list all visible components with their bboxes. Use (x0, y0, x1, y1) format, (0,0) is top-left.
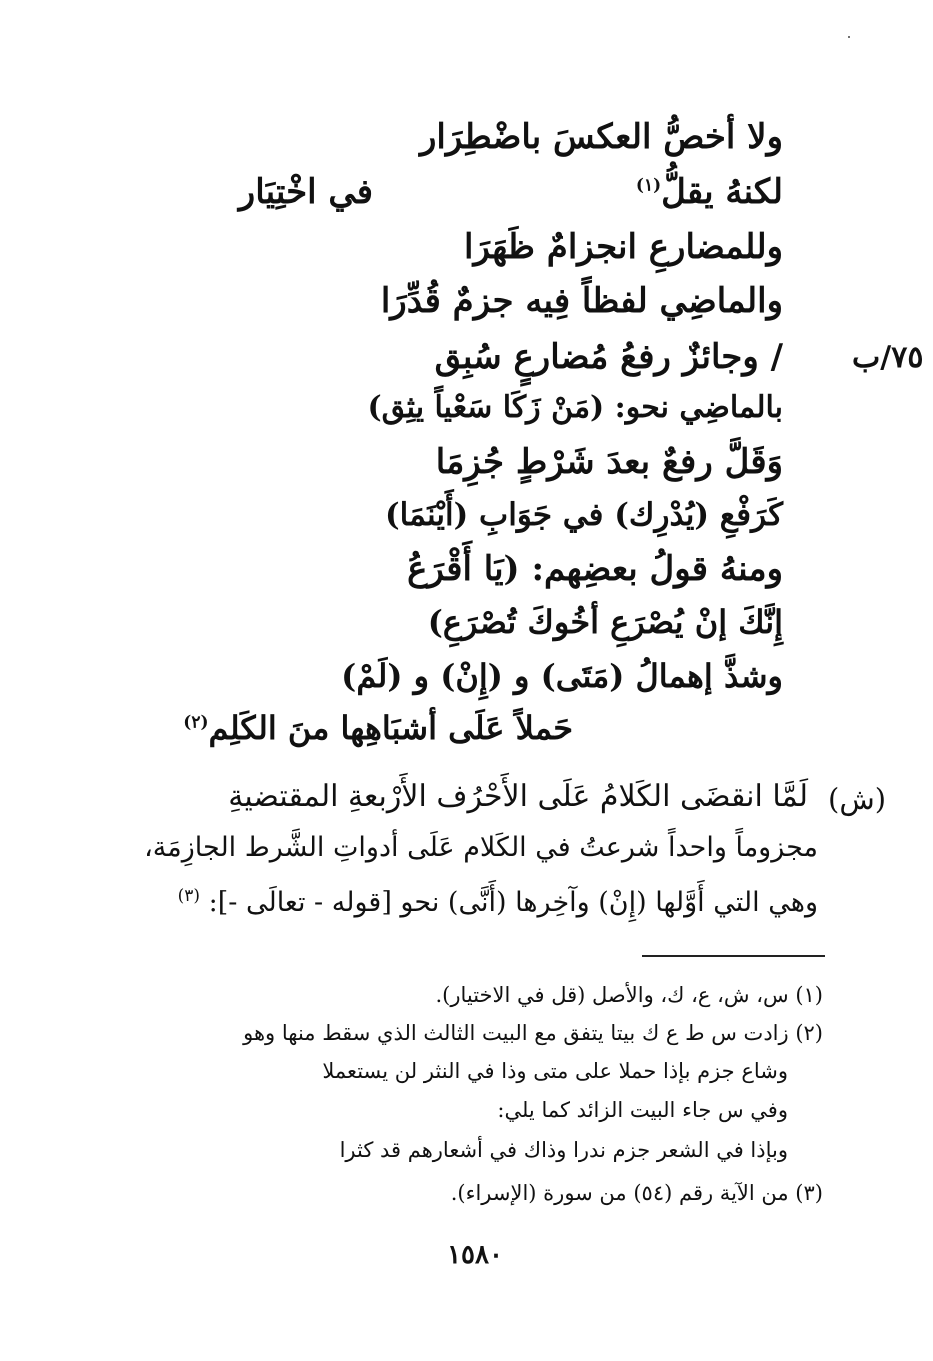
verse-line-1: ولا أخصُّ العكسَ باضْطِرَار (420, 117, 783, 157)
commentary-marker: (ش) (828, 782, 887, 816)
footnote-2-verse-2: وبإذا في الشعر جزم ندرا وذاك في أشعارهم قد كثرا (339, 1138, 788, 1162)
footnote-3: (٣) من الآية رقم (٥٤) من سورة (الإسراء). (450, 1181, 823, 1205)
commentary-line-3-text: وهي التي أَوَّلها (إِنْ) وآخِرها (أَنَّى) نحو [قوله - تعالَى -]: (208, 887, 818, 918)
footnote-ref-1: (١) (635, 175, 662, 196)
margin-folio-ref: ٧٥/ب (852, 340, 924, 375)
verse-line-12-text: حَملاً عَلَى أشبَاهِها منَ الكَلِم (208, 709, 573, 747)
footnote-2: (٢) زادت س ط ع ك بيتا يتفق مع البيت الثالث الذي سقط منها وهو (243, 1021, 823, 1045)
verse-line-9: ومنهُ قولُ بعضِهم: (يَا أَقْرَعُ (407, 549, 783, 589)
footnote-ref-3: (٣) (177, 886, 201, 906)
footnote-1: (١) س، ش، ع، ك، والأصل (قل في الاختيار). (435, 983, 823, 1007)
verse-line-11: وشذَّ إهمالُ (مَتَى) و (إِنْ) و (لَمْ) (341, 657, 783, 695)
commentary-line-2: مجزوماً واحداً شرعتُ في الكَلام عَلَى أدواتِ الشَّرط الجازِمَة، (144, 832, 818, 863)
footnote-2-verse-1: وشاع جزم بإذا حملا على متى وذا في النثر لن يستعملا (322, 1059, 788, 1083)
scan-speck (848, 36, 850, 38)
verse-line-2 (635, 172, 783, 212)
verse-line-3: وللمضارعِ انجزامٌ ظَهَرَا (464, 227, 783, 267)
verse-line-10: إِنَّكَ إنْ يُصْرَعِ أخُوكَ تُصْرَعِ) (427, 603, 783, 641)
footnote-2-line-2: وفي س جاء البيت الزائد كما يلي: (497, 1098, 788, 1122)
verse-line-4: والماضِي لفظاً فِيه جزمٌ قُدِّرَا (380, 281, 783, 321)
verse-line-7: وَقَلَّ رفعٌ بعدَ شَرْطٍ جُزِمَا (435, 442, 783, 482)
verse-line-2-text: لكنهُ يقلُّ (661, 172, 783, 212)
verse-line-2-end: في اخْتِيَار (238, 172, 373, 212)
page-number: ١٥٨٠ (447, 1240, 503, 1270)
footnote-separator (642, 955, 825, 957)
verse-line-8: كَرَفْعِ (يُدْرِك) في جَوَابِ (أَيْنَمَا) (384, 497, 783, 533)
verse-line-5: / وجائزٌ رفعُ مُضارعٍ سُبِق (434, 337, 783, 377)
verse-line-12 (183, 709, 573, 747)
commentary-line-1: لَمَّا انقضَى الكَلامُ عَلَى الأَحْرُف الأَرْبعةِ المقتضيةِ (228, 779, 808, 814)
verse-line-6: بالماضِي نحو: (مَنْ زَكَا سَعْياً يثِق) (367, 390, 783, 425)
commentary-line-3 (178, 888, 818, 916)
footnote-ref-2: (٢) (183, 712, 209, 733)
